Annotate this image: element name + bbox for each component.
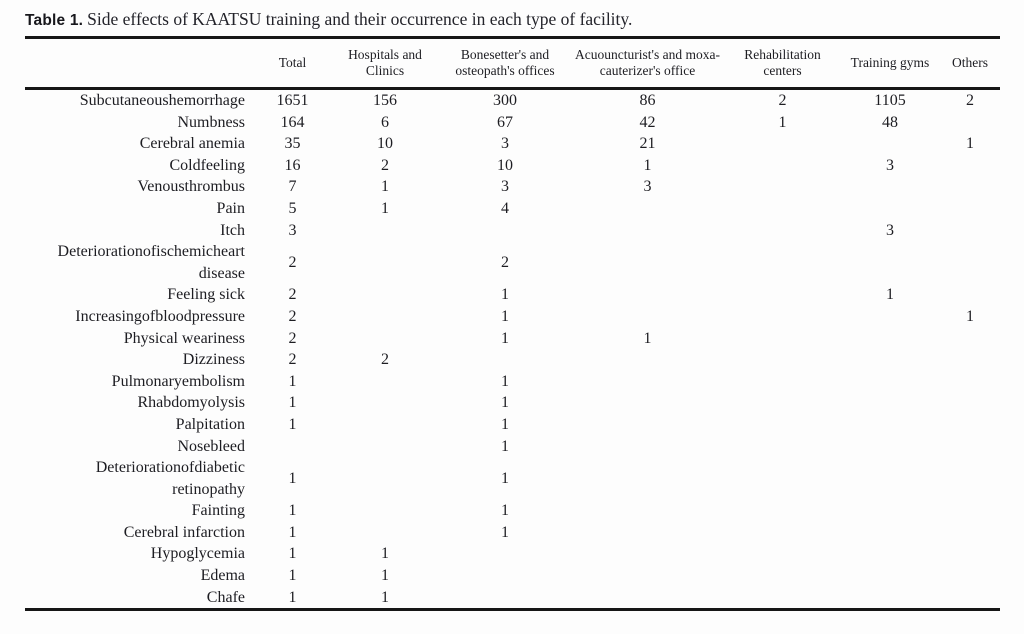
cell-value: 16: [284, 156, 301, 174]
cell-value: [330, 241, 440, 284]
cell-value: [330, 392, 440, 414]
cell-value: 3: [288, 221, 297, 239]
cell-value: 1: [288, 469, 297, 487]
cell-value: [940, 155, 1000, 177]
cell-value: [840, 371, 940, 393]
cell-value: [840, 414, 940, 436]
cell-value: [570, 284, 725, 306]
cell-value: [840, 457, 940, 500]
cell-value: 1: [381, 178, 389, 196]
cell-value: [940, 198, 1000, 220]
cell-value: [725, 457, 840, 500]
cell-value: 1: [501, 523, 509, 541]
row-label: Deteriorationofdiabetic retinopathy: [95, 459, 245, 498]
cell-value: 4: [501, 199, 509, 217]
cell-value: [940, 284, 1000, 306]
table-row: [25, 89, 1000, 112]
cell-value: [440, 565, 570, 587]
cell-value: 1: [966, 135, 974, 153]
cell-value: [570, 565, 725, 587]
row-label: Deteriorationofischemicheart disease: [57, 243, 245, 282]
table-row: [25, 133, 1000, 155]
cell-value: [840, 176, 940, 198]
cell-value: 1: [501, 502, 509, 520]
cell-value: [440, 543, 570, 565]
cell-value: 42: [639, 113, 656, 131]
column-header-others: Others: [952, 55, 988, 71]
cell-value: [940, 457, 1000, 500]
column-header-training-gyms: Training gyms: [850, 55, 930, 71]
cell-value: 48: [882, 113, 898, 131]
cell-value: [840, 500, 940, 522]
row-label: Feeling sick: [167, 286, 245, 304]
cell-value: 1: [288, 588, 297, 606]
cell-value: [725, 349, 840, 371]
cell-value: [330, 284, 440, 306]
cell-value: 1: [966, 307, 974, 325]
row-label: Dizziness: [182, 351, 245, 369]
cell-value: 86: [639, 92, 656, 109]
cell-value: 1: [501, 394, 509, 412]
row-label: Edema: [200, 567, 245, 585]
table-caption-text: Side effects of KAATSU training and their occurrence in each type of facility.: [87, 9, 633, 29]
cell-value: 67: [497, 113, 513, 131]
table-caption: [0, 0, 1024, 36]
cell-value: 2: [778, 92, 787, 109]
column-header-bonesetters: Bonesetter's and osteopath's offices: [455, 47, 555, 78]
cell-value: [330, 522, 440, 544]
column-header-total: Total: [278, 55, 307, 71]
cell-value: [570, 349, 725, 371]
cell-value: 1: [501, 307, 509, 325]
table-row: [25, 457, 1000, 500]
table-row: [25, 522, 1000, 544]
cell-value: [840, 198, 940, 220]
row-label: Increasingofbloodpressure: [75, 307, 245, 325]
cell-value: [570, 500, 725, 522]
cell-value: 6: [381, 113, 389, 131]
table-row: [25, 328, 1000, 350]
table-row: [25, 371, 1000, 393]
cell-value: 3: [886, 156, 894, 174]
column-header-rowlabel: [25, 38, 255, 89]
row-label: Physical weariness: [123, 329, 245, 347]
cell-value: 300: [493, 92, 517, 109]
row-label: Palpitation: [175, 415, 245, 433]
cell-value: [940, 112, 1000, 134]
cell-value: 21: [639, 135, 656, 153]
table-row: [25, 392, 1000, 414]
cell-value: [570, 543, 725, 565]
cell-value: [330, 328, 440, 350]
table-row: [25, 414, 1000, 436]
cell-value: [570, 371, 725, 393]
cell-value: [725, 220, 840, 242]
row-label: Chafe: [206, 588, 245, 606]
cell-value: [440, 587, 570, 610]
cell-value: [840, 436, 940, 458]
cell-value: 1: [381, 545, 389, 563]
cell-value: [940, 220, 1000, 242]
table-row: [25, 176, 1000, 198]
cell-value: 2: [966, 92, 974, 109]
cell-value: 3: [886, 221, 894, 239]
cell-value: 2: [288, 307, 297, 325]
cell-value: 2: [288, 351, 297, 369]
table-row: [25, 112, 1000, 134]
cell-value: 10: [377, 135, 393, 153]
row-label: Itch: [220, 221, 245, 239]
cell-value: 2: [288, 329, 297, 347]
cell-value: [570, 457, 725, 500]
table-row: [25, 155, 1000, 177]
cell-value: [570, 436, 725, 458]
cell-value: 1: [288, 523, 297, 541]
cell-value: 1: [501, 415, 509, 433]
cell-value: 2: [288, 253, 297, 271]
cell-value: 1651: [276, 92, 309, 109]
cell-value: [940, 565, 1000, 587]
cell-value: 1: [501, 286, 509, 304]
cell-value: 1: [501, 329, 509, 347]
row-label: Nosebleed: [177, 437, 245, 455]
cell-value: [330, 371, 440, 393]
row-label: Hypoglycemia: [150, 545, 245, 563]
table-row: [25, 500, 1000, 522]
cell-value: [330, 436, 440, 458]
cell-value: [840, 565, 940, 587]
cell-value: [725, 155, 840, 177]
table-row: [25, 220, 1000, 242]
cell-value: [330, 220, 440, 242]
row-label: Coldfeeling: [169, 156, 245, 174]
cell-value: [940, 349, 1000, 371]
cell-value: 1: [288, 415, 297, 433]
cell-value: 1: [288, 567, 297, 585]
cell-value: [940, 371, 1000, 393]
cell-value: 1: [288, 502, 297, 520]
cell-value: [255, 436, 330, 458]
cell-value: 1: [288, 394, 297, 412]
cell-value: [725, 436, 840, 458]
cell-value: 1: [501, 469, 509, 487]
cell-value: 35: [284, 135, 301, 153]
cell-value: [725, 176, 840, 198]
cell-value: [725, 392, 840, 414]
cell-value: 2: [381, 351, 389, 369]
cell-value: [725, 500, 840, 522]
cell-value: [725, 522, 840, 544]
cell-value: [840, 522, 940, 544]
cell-value: [840, 349, 940, 371]
cell-value: 1: [288, 372, 297, 390]
cell-value: [570, 522, 725, 544]
row-label: Venousthrombus: [137, 178, 245, 196]
cell-value: 2: [288, 286, 297, 304]
cell-value: 1: [381, 588, 389, 606]
row-label: Cerebral infarction: [123, 523, 245, 541]
cell-value: [840, 587, 940, 610]
cell-value: 1: [643, 329, 652, 347]
cell-value: [840, 328, 940, 350]
table-row: [25, 284, 1000, 306]
cell-value: [330, 500, 440, 522]
cell-value: [940, 392, 1000, 414]
cell-value: 3: [501, 178, 509, 196]
row-label: Cerebral anemia: [139, 135, 245, 153]
cell-value: [330, 306, 440, 328]
cell-value: [940, 500, 1000, 522]
table-body: [25, 89, 1000, 610]
cell-value: 3: [501, 135, 509, 153]
cell-value: 1: [778, 113, 787, 131]
cell-value: [940, 241, 1000, 284]
cell-value: 164: [280, 113, 305, 131]
cell-value: [725, 241, 840, 284]
cell-value: [725, 133, 840, 155]
side-effects-table: [25, 36, 1000, 611]
cell-value: [940, 587, 1000, 610]
table-row: [25, 349, 1000, 371]
cell-value: [725, 284, 840, 306]
row-label: Numbness: [177, 113, 245, 131]
cell-value: 1: [501, 372, 509, 390]
table-row: [25, 306, 1000, 328]
cell-value: 3: [643, 178, 652, 196]
row-label: Subcutaneoushemorrhage: [79, 92, 245, 109]
table-row: [25, 436, 1000, 458]
cell-value: [570, 241, 725, 284]
cell-value: [940, 176, 1000, 198]
cell-value: [940, 328, 1000, 350]
cell-value: [440, 349, 570, 371]
table-caption-label: Table 1.: [25, 12, 84, 29]
cell-value: [940, 436, 1000, 458]
cell-value: [840, 241, 940, 284]
cell-value: [940, 414, 1000, 436]
column-header-acupuncturists: Acuouncturist's and moxa-cauterizer's office: [575, 47, 720, 78]
row-label: Pain: [216, 199, 245, 217]
cell-value: 2: [501, 253, 509, 271]
cell-value: [840, 133, 940, 155]
cell-value: 1105: [874, 92, 906, 109]
cell-value: 7: [288, 178, 297, 196]
cell-value: 156: [373, 92, 397, 109]
table-row: [25, 565, 1000, 587]
cell-value: [725, 328, 840, 350]
cell-value: 1: [501, 437, 509, 455]
row-label: Rhabdomyolysis: [137, 394, 245, 412]
cell-value: [840, 392, 940, 414]
cell-value: [330, 457, 440, 500]
cell-value: [725, 587, 840, 610]
table-row: [25, 241, 1000, 284]
table-row: [25, 543, 1000, 565]
cell-value: [940, 522, 1000, 544]
cell-value: [570, 220, 725, 242]
cell-value: [725, 565, 840, 587]
cell-value: [570, 414, 725, 436]
cell-value: [570, 392, 725, 414]
row-label: Fainting: [191, 502, 245, 520]
table-row: [25, 587, 1000, 610]
row-label: Pulmonaryembolism: [111, 372, 245, 390]
cell-value: [330, 414, 440, 436]
cell-value: [725, 414, 840, 436]
cell-value: 2: [381, 156, 389, 174]
cell-value: [840, 306, 940, 328]
cell-value: [725, 198, 840, 220]
cell-value: 1: [886, 286, 894, 304]
cell-value: 1: [381, 199, 389, 217]
cell-value: 1: [288, 545, 297, 563]
header-row: [25, 38, 1000, 89]
column-header-hospitals: Hospitals and Clinics: [348, 47, 422, 78]
cell-value: 10: [497, 156, 513, 174]
cell-value: [570, 198, 725, 220]
cell-value: [570, 306, 725, 328]
cell-value: [440, 220, 570, 242]
table-row: [25, 198, 1000, 220]
cell-value: [725, 306, 840, 328]
cell-value: [940, 543, 1000, 565]
cell-value: [725, 543, 840, 565]
cell-value: [725, 371, 840, 393]
cell-value: 1: [381, 567, 389, 585]
column-header-rehabilitation: Rehabilitation centers: [744, 47, 821, 78]
cell-value: [570, 587, 725, 610]
cell-value: 5: [288, 199, 297, 217]
cell-value: 1: [643, 156, 652, 174]
cell-value: [840, 543, 940, 565]
